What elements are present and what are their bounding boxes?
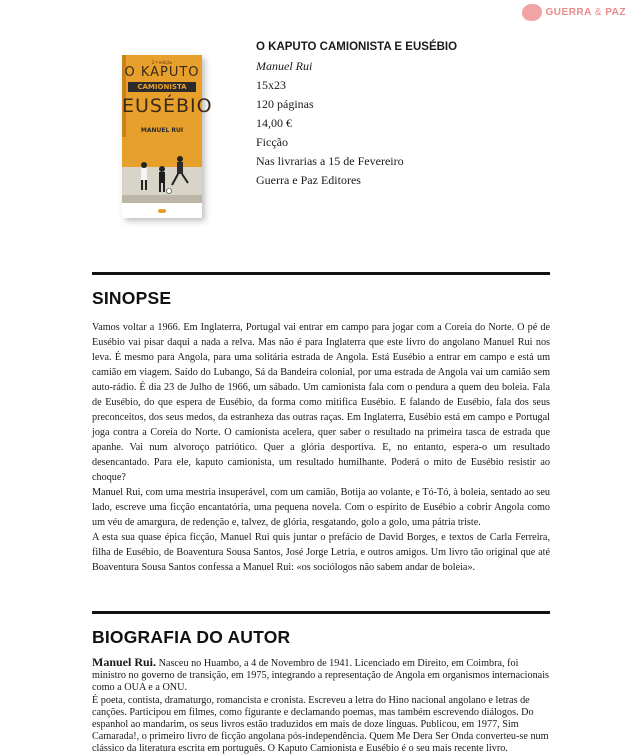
- book-cover-image: [122, 55, 213, 218]
- sinopse-paragraph: Manuel Rui, com uma mestria insuperável, com um camião, Botija ao volante, e Tó-Tó, à boleia, sentado ao seu lado, escreve uma ficção encantatória, uma pequena novela. Com o espírito de Eusébio a cobrir Angola como um véu de amargura, de redenção e, talvez, de glória, resgatando, golo a golo, uma pátria triste.: [92, 487, 550, 528]
- book-release: Nas livrarias a 15 de Fevereiro: [256, 154, 404, 168]
- cover-title-line2: CAMIONISTA: [128, 82, 196, 92]
- book-price: 14,00 €: [256, 116, 292, 130]
- book-details: [256, 38, 457, 190]
- divider-biografia: [92, 611, 550, 614]
- publisher-logo[interactable]: [522, 4, 626, 21]
- logo-text: GUERRA & PAZ: [545, 7, 626, 18]
- book-author: Manuel Rui: [256, 59, 313, 73]
- book-genre: Ficção: [256, 135, 288, 149]
- sinopse-heading: SINOPSE: [92, 288, 172, 308]
- cover-title-line1: O KAPUTO: [124, 65, 200, 80]
- sinopse-paragraph: Vamos voltar a 1966. Em Inglaterra, Portugal vai entrar em campo para jogar com a Coreia do Norte. O pé de Eusébio vai pisar daqui a nada a relva. Mas não é para Inglaterra que este livro do angolano Manuel Rui nos leva. É mesmo para Angola, para uma solitária estrada de Angola. Está Eusébio a entrar em campo e está um camião em viagem. Saído do Lubango, Sá da Bandeira colonial, por uma estrada de Angola vai um camião sem auto-rádio. É dia 23 de Julho de 1966, um sábado. Um camionista fala com o pendura a quem deu boleia. Fala de Eusébio, do que espera de Eusébio, da forma como mitifica Eusébio. E falando de Eusébio, fala dos seus preconceitos, dos seus medos, da estranheza das outras raças. Em Inglaterra, Eusébio está em campo e Portugal joga contra a Coreia do Norte. O camionista acelera, quer saber o resultado na primeira tasca de estrada que apanhe. Vai num alvoroço patriótico. Quer a glória desportiva. E, no entanto, espera-o um resultado desencantado. Para ele, kaputo camionista, um resultado humilhante. Poderá o mito de Eusébio resistir ao choque?: [92, 322, 550, 483]
- cover-title-line3: EUSÉBIO: [122, 95, 213, 117]
- author-name: Manuel Rui.: [92, 655, 157, 669]
- book-size: 15x23: [256, 78, 286, 92]
- bio-intro: Nasceu no Huambo, a 4 de Novembro de 1941. Licenciado em Direito, em Coimbra, foi ministro no governo de transição, em 1975, integrando a representação de Angola em organismos internacionais como a OUA e a ONU.: [92, 658, 549, 694]
- book-pages: 120 páginas: [256, 97, 314, 111]
- book-publisher: Guerra e Paz Editores: [256, 173, 361, 187]
- biografia-text: [92, 656, 554, 756]
- logo-blob-icon: [522, 4, 542, 21]
- divider-sinopse: [92, 272, 550, 275]
- sinopse-text: [92, 320, 550, 575]
- sinopse-paragraph: A esta sua quase épica ficção, Manuel Rui quis juntar o prefácio de David Borges, e textos de Carla Ferreira, filha de Eusébio, de Boaventura Sousa Santos, José Jorge Letria, e outros amigos. Um livro tão original que até Boaventura Sousa Santos confessa a Manuel Rui: «os sociólogos não sabem andar de boleia».: [92, 532, 550, 573]
- cover-edition-text: 2.ª edição: [151, 60, 173, 65]
- bio-paragraph: [92, 656, 554, 695]
- cover-football-photo: [122, 137, 202, 203]
- bio-paragraph: É poeta, contista, dramaturgo, romancista e cronista. Escreveu a letra do Hino nacional angolano e letras de canções. Participou em filmes, como figurante e declamando poemas, mas também escrevendo diálogos. Do espanhol ao mandarim, os seus livros estão traduzidos em mais de doze línguas. Publicou, em 1977, Sim Camarada!, o primeiro livro de ficção angolana pós-independência. Quem Me Dera Ser Onda converteu-se num clássico da literatura escrita em português. O Kaputo Camionista e Eusébio é o seu mais recente livro.: [92, 694, 549, 755]
- cover-author: MANUEL RUI: [140, 127, 184, 134]
- cover-publisher-mark: [158, 209, 166, 213]
- book-title: O KAPUTO CAMIONISTA E EUSÉBIO: [256, 41, 458, 53]
- biografia-heading: BIOGRAFIA DO AUTOR: [92, 627, 291, 647]
